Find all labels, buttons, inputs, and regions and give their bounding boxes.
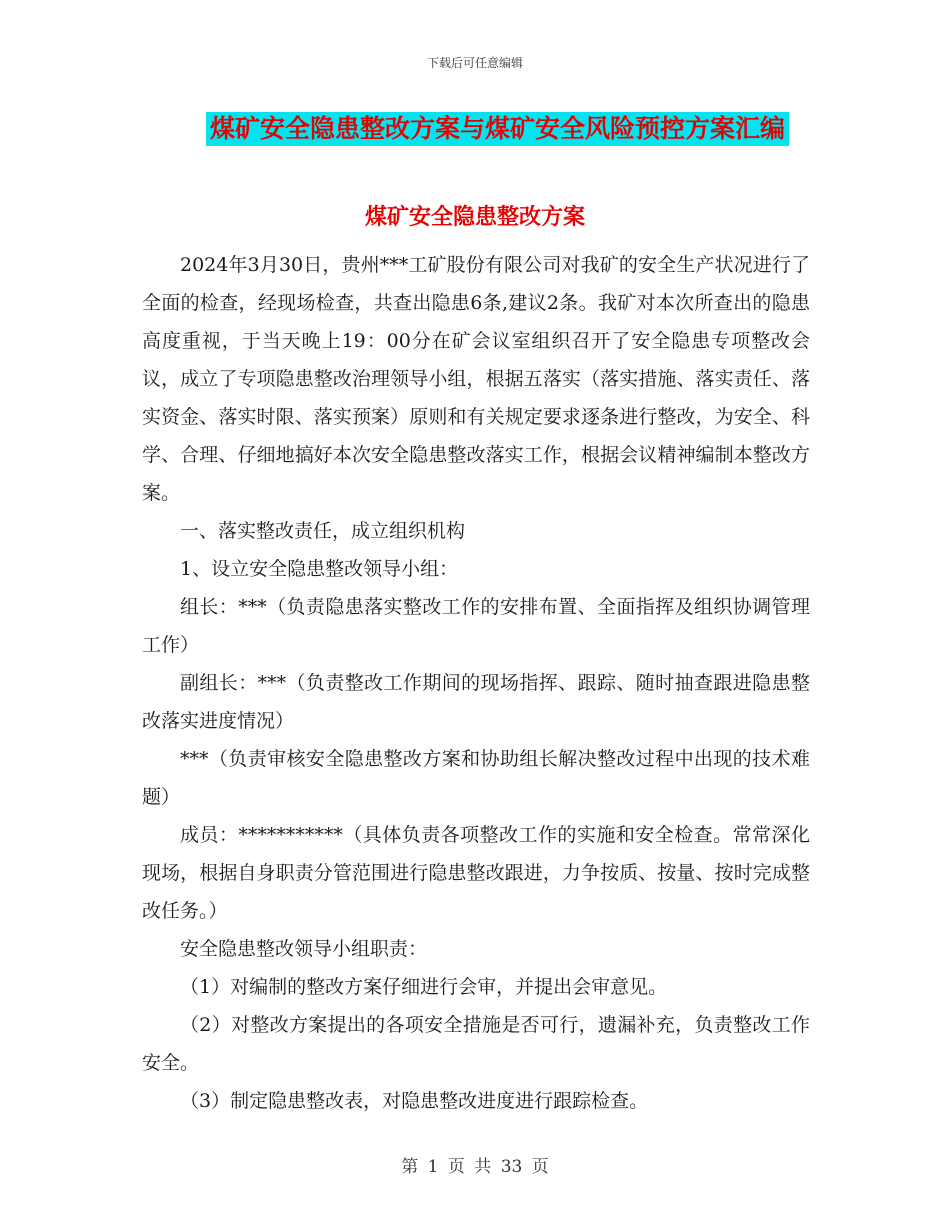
duty-item-3: （3）制定隐患整改表，对隐患整改进度进行跟踪检查。 [180,1090,649,1112]
paragraph-group-duties: 安全隐患整改领导小组职责： [180,938,428,960]
page-footer: 第 1 页 共 33 页 [401,1157,549,1177]
main-title-container [0,112,950,146]
main-title: 煤矿安全隐患整改方案与煤矿安全风险预控方案汇编 [206,112,789,146]
paragraph-technical-reviewer: ***（负责审核安全隐患整改方案和协助组长解决整改过程中出现的技术难题） [142,748,810,808]
duty-item-2: （2）对整改方案提出的各项安全措施是否可行，遗漏补充，负责整改工作安全。 [142,1014,810,1074]
document-body [142,246,810,1120]
paragraph-intro: 2024年3月30日，贵州***工矿股份有限公司对我矿的安全生产状况进行了全面的检查，经现场检查，共查出隐患6条,建议2条。我矿对本次所查出的隐患高度重视，于当天晚上19：00分在矿会议室组织召开了安全隐患专项整改会议，成立了专项隐患整改治理领导小组，根据五落实（落实措施、落实责任、落实资金、落实时限、落实预案）原则和有关规定要求逐条进行整改，为安全、科学、合理、仔细地搞好本次安全隐患整改落实工作，根据会议精神编制本整改方案。 [142,254,810,504]
heading-responsibility: 一、落实整改责任，成立组织机构 [180,520,466,542]
subheading-leadership-group: 1、设立安全隐患整改领导小组： [180,558,459,580]
duty-item-1: （1）对编制的整改方案仔细进行会审，并提出会审意见。 [180,976,668,998]
header-note: 下载后可任意编辑 [426,56,523,70]
paragraph-members: 成员：***********（具体负责各项整改工作的实施和安全检查。常常深化现场，根据自身职责分管范围进行隐患整改跟进，力争按质、按量、按时完成整改任务。） [142,824,810,922]
paragraph-group-leader: 组长：***（负责隐患落实整改工作的安排布置、全面指挥及组织协调管理工作） [142,596,810,656]
paragraph-deputy-leader: 副组长：***（负责整改工作期间的现场指挥、跟踪、随时抽查跟进隐患整改落实进度情况） [142,672,810,732]
section-title: 煤矿安全隐患整改方案 [364,205,585,230]
